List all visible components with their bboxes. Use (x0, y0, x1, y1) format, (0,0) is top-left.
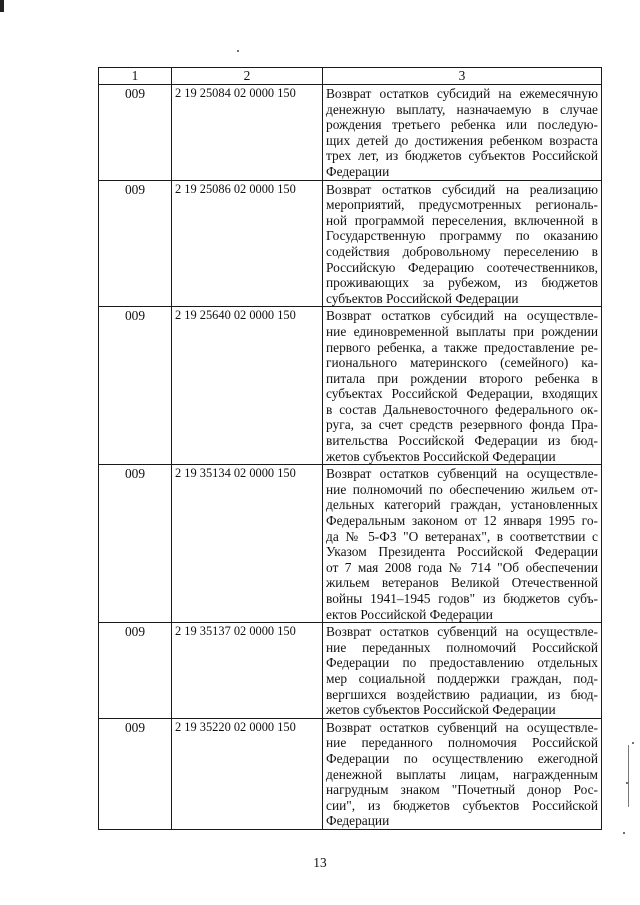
description-line: Возврат остатков субвенций на осуществле- (326, 466, 598, 482)
description-line: питала при рождении второго ребенка в (326, 370, 598, 386)
table-body (99, 85, 602, 830)
description-line: Возврат остатков субсидий на ежемесячную (326, 86, 598, 101)
scan-speck (237, 50, 239, 52)
budget-classification-code-cell: 2 19 35220 02 0000 150 (172, 718, 323, 829)
budget-classification-code-cell: 2 19 35137 02 0000 150 (172, 623, 323, 719)
description-line: ной программой переселения, включенной в (326, 212, 598, 228)
scan-speck (632, 742, 634, 744)
table-row (99, 718, 602, 829)
description-line: жетов субъектов Российской Федерации (326, 448, 556, 464)
column-header-3: 3 (323, 68, 602, 85)
description-line: мероприятий, предусмотренных региональ- (326, 197, 598, 213)
description-line: от 7 мая 2008 года № 714 "Об обеспечении (326, 559, 598, 575)
description-line: проживающих за рубежом, из бюджетов (326, 275, 598, 291)
description-line: в состав Дальневосточного федерального ок- (326, 401, 598, 417)
table-row (99, 623, 602, 719)
description-line: рождения третьего ребенка или последую- (326, 117, 598, 133)
administrator-code-cell: 009 (99, 623, 172, 719)
description-line: субъектов Российской Федерации (326, 290, 519, 306)
description-line: руга, за счет средств резервного фонда Пра- (326, 417, 598, 433)
description-line: мер социальной поддержки граждан, под- (326, 670, 598, 686)
table-header-row (99, 68, 602, 85)
administrator-code-cell: 009 (99, 85, 172, 181)
budget-classification-code-cell: 2 19 35134 02 0000 150 (172, 465, 323, 623)
description-line: Федерации (326, 163, 390, 179)
description-line: вергшихся воздействию радиации, из бюд- (326, 686, 598, 702)
description-line: ние переданных полномочий Российской (326, 639, 598, 655)
description-line: денежной выплаты лицам, награжденным (326, 766, 598, 782)
revenue-description-cell (323, 718, 602, 829)
description-line: содействия добровольному переселению в (326, 243, 598, 259)
column-header-2: 2 (172, 68, 323, 85)
description-line: Возврат остатков субсидий на осуществле- (326, 308, 598, 324)
budget-classification-code-cell: 2 19 25084 02 0000 150 (172, 85, 323, 181)
revenue-description-cell (323, 465, 602, 623)
scan-speck (623, 832, 625, 834)
scan-corner-mark (0, 0, 4, 12)
description-line: Возврат остатков субвенций на осуществле- (326, 719, 598, 735)
table-row (99, 85, 602, 181)
description-line: первого ребенка, а также предоставление ре- (326, 339, 598, 355)
description-line: денежную выплату, назначаемую в случае (326, 101, 598, 117)
revenue-description-cell (323, 85, 602, 181)
description-line: сии", из бюджетов субъектов Российской (326, 797, 598, 813)
description-line: ние единовременной выплаты при рождении (326, 323, 598, 339)
revenue-description-cell (323, 180, 602, 307)
administrator-code-cell: 009 (99, 307, 172, 465)
description-line: Федеральным законом от 12 января 1995 го- (326, 513, 598, 529)
description-line: Российскую Федерацию соотечественников, (326, 259, 598, 275)
description-line: Указом Президента Российской Федерации (326, 544, 598, 560)
description-line: ектов Российской Федерации (326, 606, 493, 622)
description-line: да № 5-ФЗ "О ветеранах", в соответствии с (326, 528, 598, 544)
revenue-description-cell (323, 623, 602, 719)
description-line: Федерации (326, 813, 390, 829)
revenue-description-cell (323, 307, 602, 465)
description-line: трех лет, из бюджетов субъектов Российской (326, 148, 598, 164)
budget-codes-table (98, 67, 602, 830)
description-line: субъектах Российской Федерации, входящих (326, 386, 598, 402)
description-line: нагрудным знаком "Почетный донор Рос- (326, 782, 598, 798)
table-row (99, 465, 602, 623)
column-header-1: 1 (99, 68, 172, 85)
administrator-code-cell: 009 (99, 718, 172, 829)
table-row (99, 180, 602, 307)
description-line: дельных категорий граждан, установленных (326, 497, 598, 513)
administrator-code-cell: 009 (99, 465, 172, 623)
description-line: Федерации по предоставлению отдельных (326, 655, 598, 671)
page-number: 13 (313, 855, 327, 870)
description-line: Возврат остатков субвенций на осуществле- (326, 624, 598, 640)
budget-classification-code-cell: 2 19 25086 02 0000 150 (172, 180, 323, 307)
description-line: войны 1941–1945 годов" из бюджетов субъ- (326, 591, 598, 606)
administrator-code-cell: 009 (99, 180, 172, 307)
description-line: жильем ветеранов Великой Отечественной (326, 575, 598, 591)
description-line: ние переданного полномочия Российской (326, 735, 598, 751)
scan-edge-line (628, 745, 629, 807)
budget-classification-code-cell: 2 19 25640 02 0000 150 (172, 307, 323, 465)
description-line: жетов субъектов Российской Федерации (326, 702, 556, 718)
description-line: Возврат остатков субсидий на реализацию (326, 181, 598, 197)
description-line: вительства Российской Федерации из бюд- (326, 433, 598, 449)
table-row (99, 307, 602, 465)
description-line: Федерации по осуществлению ежегодной (326, 750, 598, 766)
description-line: ние полномочий по обеспечению жильем от- (326, 481, 598, 497)
description-line: щих детей до достижения ребенком возраста (326, 132, 598, 148)
description-line: Государственную программу по оказанию (326, 228, 598, 244)
description-line: гионального материнского (семейного) ка- (326, 355, 598, 371)
